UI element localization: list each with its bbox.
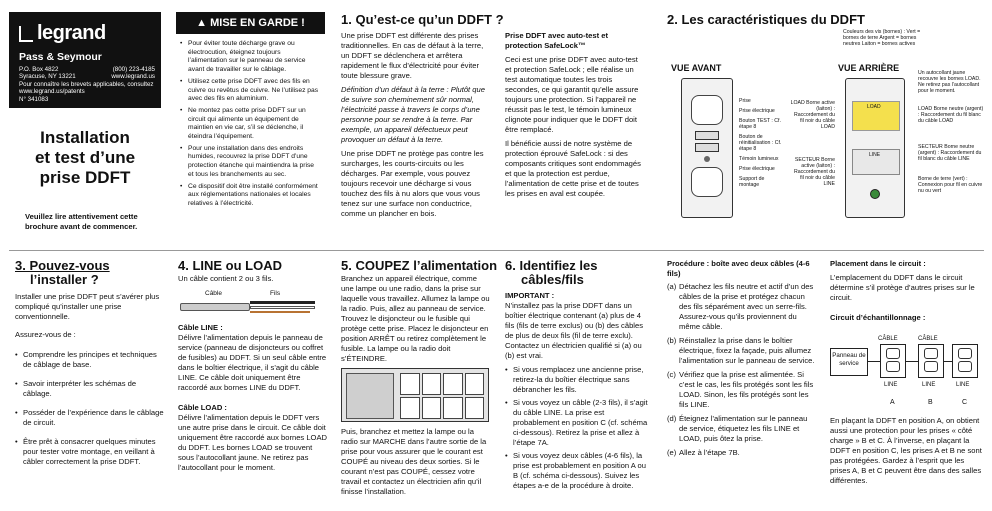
warning-item: • Ce dispositif doit être installé conformément aux réglementations nationales et locales relatives à l’électricité.: [180, 183, 321, 209]
reset-button: [695, 143, 719, 152]
front-label: Support de montage: [739, 176, 765, 188]
list-item: • Posséder de l’expérience dans le câblage de circuit.: [15, 408, 165, 428]
breaker-panel-illustration: [341, 368, 489, 422]
procedure-list: [667, 282, 815, 458]
warning-item: • Utilisez cette prise DDFT avec des fils en cuivre ou revêtus de cuivre. Ne l’utilisez pas avec des fils en aluminium.: [180, 78, 321, 104]
address-line2: Syracuse, NY 13221: [19, 73, 76, 81]
procedure-step: (a) Détachez les fils neutre et actif d’un des câbles de la prise et protégez chacun des fils séparément avec un serre-fils. Assurez-vous qu’ils proviennent du même câble.: [667, 282, 814, 331]
section4-title: 4. LINE ou LOAD: [178, 258, 282, 273]
wire-black: [250, 301, 315, 304]
section2-title: 2. Les caractéristiques du DDFT: [667, 12, 865, 27]
list-item: • Si vous voyez deux câbles (4-6 fils), la prise est probablement en position A ou B (cf. schéma ci-dessous). Suivez les étapes a-e de la procédure à droite.: [505, 451, 651, 491]
back-label: LOAD Borne neutre (argent) : Raccordement du fil blanc du câble LOAD: [918, 106, 984, 124]
horizontal-divider: [9, 250, 984, 251]
sample-circuit-title: Circuit d’échantillonnage :: [830, 313, 926, 322]
ground-screw: [870, 189, 880, 199]
front-label: Témoin lumineux: [739, 156, 779, 162]
section4-body: [178, 323, 328, 473]
position-c: C: [962, 399, 968, 406]
service-panel: Panneau de service: [830, 348, 868, 376]
address-line4: www.legrand.us/patents: [19, 88, 85, 96]
warning-item: • Pour éviter toute décharge grave ou électrocution, éteignez toujours l’alimentation sur le panneau de service avant de travailler sur le câblage.: [180, 40, 321, 75]
warning-item: • Pour une installation dans des endroits humides, recouvrez la prise DDFT d’une protection étanche qui maintiendra la prise et tous les branchements au sec.: [180, 145, 321, 180]
front-labels: [739, 98, 784, 188]
brand-panel: [9, 12, 161, 108]
indicator-light: [704, 156, 710, 162]
brand-sub: Pass & Seymour: [19, 51, 102, 63]
position-b: B: [928, 399, 933, 406]
section5-p1: Branchez un appareil électrique, comme une lampe ou une radio, dans la prise sur laquelle vous travaillez. Allumez la lampe ou la radio. Puis, allez au panneau de service. Trouvez le disjoncteur ou le fusible qui protège cette prise. Placez le disjoncteur en position ARRÊT ou retirez complètement le fusible. La lampe ou la radio doit s’ÉTEINDRE.: [341, 274, 490, 363]
line-cable-heading: Câble LINE :: [178, 323, 223, 332]
section6-list: [505, 365, 651, 491]
selftest-block: [505, 31, 645, 203]
list-item: • Si vous remplacez une ancienne prise, retirez-la du boîtier électrique sans débrancher les fils.: [505, 365, 651, 395]
wires-label: Fils: [270, 290, 281, 297]
cable-illustration: [180, 300, 320, 314]
section6-p1: N’installez pas la prise DDFT dans un boîtier électrique contenant (a) plus de 4 fils (fils de terre exclus) ou (b) des câbles de plus de deux fils (fil de terre exclu). Contactez un électricien qualifié si (a) ou (b) est vrai.: [505, 301, 644, 360]
section1-title: 1. Qu’est-ce qu’un DDFT ?: [341, 12, 504, 27]
front-label: Prise: [739, 98, 751, 104]
address-web: www.legrand.us: [111, 73, 155, 81]
mid-label-line: SECTEUR Borne active (laiton) : Raccordement du fil noir du câble LINE: [794, 157, 835, 187]
cable-sheath: [180, 303, 250, 311]
sample-circuit-diagram: [830, 328, 985, 413]
placement-p1: L’emplacement du DDFT dans le circuit détermine s’il protège d’autres prises sur le circuit.: [830, 273, 975, 302]
screw-colors-note: Couleurs des vis (bornes) : Vert = bornes de terre Argent = bornes neutres Laiton = bornes actives: [843, 29, 921, 47]
outlet-a: [880, 344, 906, 378]
front-label: Prise électrique: [739, 166, 775, 172]
outlet-c: [952, 344, 978, 378]
warning-item: • Ne montez pas cette prise DDFT sur un circuit qui alimente un équipement de maintien en vie car, s’il se déclenche, il éteindra l’équipement.: [180, 107, 321, 142]
outlet-bottom: [691, 167, 723, 197]
outlet-b: [918, 344, 944, 378]
test-button: [695, 131, 719, 140]
selftest-p1: Ceci est une prise DDFT avec auto-test et protection SafeLock ; elle réalise un test automatique toutes les trois secondes, ce qui garantit qu’elle assure toujours une protection. Si l’appareil ne réussit pas le test, le témoin lumineux clignote pour indiquer que le DDFT doit être remplacé.: [505, 55, 639, 134]
back-label: SECTEUR Borne neutre (argent) : Raccordement du fil blanc du câble LINE: [918, 144, 982, 162]
gfci-back-view: [845, 78, 905, 218]
list-item: • Être prêt à consacrer quelques minutes pour tester votre montage, en veillant à câbler correctement la prise DDFT.: [15, 437, 165, 467]
line-label-c: LINE: [956, 382, 970, 388]
important-label: IMPORTANT :: [505, 291, 555, 300]
warning-header: [176, 12, 325, 34]
warning-list: [176, 40, 325, 209]
procedure-step: (d) Éteignez l’alimentation sur le panneau de service, étiquetez les fils LINE et LOAD, puis ôtez la prise.: [667, 414, 808, 443]
placement-p2: En plaçant la DDFT en position A, on obtient aussi une protection pour les prises « côté charge » B et C. À l’inverse, en plaçant la DDFT en position C, les prises A et B ne sont pas protégées. Gardez à l’esprit que les prises A, B et C peuvent être dans des salles différentes.: [830, 416, 982, 485]
mid-label-load: LOAD Borne active (laiton) : Raccordement du fil noir du câble LOAD: [790, 100, 835, 130]
list-item: • Comprendre les principes et techniques de câblage de base.: [15, 350, 165, 370]
load-cable-heading: Câble LOAD :: [178, 403, 227, 412]
address-phone: (800) 223-4185: [112, 66, 155, 73]
breaker-grid: [400, 373, 484, 419]
read-note: Veuillez lire attentivement cette brochure avant de commencer.: [25, 212, 138, 231]
section6-title: 6. Identifiez les câbles/fils: [505, 258, 598, 287]
section1-p2: Définition d’un défaut à la terre : Plutôt que de suivre son cheminement sûr normal, l’électricité passe à travers le corps d’une personne pour se rendre à la terre. Par exemple, un appareil défectueux peut provoquer un défaut à la terre.: [341, 85, 485, 144]
back-labels: [918, 70, 984, 194]
section3-p2: Assurez-vous de :: [15, 330, 76, 339]
back-label: Un autocollant jaune recouvre les bornes LOAD. Ne retirez pas l’autocollant pour le moment.: [918, 70, 981, 94]
section4-p1: Un câble contient 2 ou 3 fils.: [178, 274, 274, 283]
plate-line-label: LINE: [869, 152, 881, 158]
brand-name: legrand: [37, 22, 106, 44]
page-title: Installation et test d’une prise DDFT: [34, 128, 136, 187]
warning-title: MISE EN GARDE !: [210, 17, 305, 29]
list-item: • Si vous voyez un câble (2-3 fils), il s’agit du câble LINE. La prise est probablement en position C (cf. schéma ci-dessous). Retirez la prise et allez à l’étape 7A.: [505, 398, 651, 448]
legrand-logo: [19, 22, 106, 45]
back-label: Borne de terre (vert) : Connexion pour fil en cuivre nu ou vert: [918, 176, 983, 194]
selftest-title: Prise DDFT avec auto-test et protection SafeLock™: [505, 31, 608, 50]
procedure-step: (c) Vérifiez que la prise est alimentée. Si c’est le cas, les fils protégés sont les fils LOAD. Sinon, les fils protégés sont les fils LINE.: [667, 370, 814, 409]
line-cable-text: Délivre l’alimentation depuis le panneau de service (panneau de disjoncteurs ou coffret de fusibles) au DDFT. Si un seul câble entre dans le boîtier électrique, il s’agit du câble LINE. Ce câble doit uniquement être raccordé aux bornes LINE du DDFT.: [178, 333, 327, 392]
section3-body: [15, 292, 165, 470]
load-cable-text: Délivre l’alimentation depuis le DDFT vers une autre prise dans le circuit. Ce câble doit uniquement être raccordé aux bornes LOAD du DDFT. Les bornes LOAD se trouvent sous l’autocollant jaune. Ne retirez pas l’autocollant pour le moment.: [178, 413, 328, 472]
warning-box: [176, 12, 325, 244]
wire-ground: [250, 311, 310, 313]
line-label-b: LINE: [922, 382, 936, 388]
outlet-top: [691, 95, 723, 125]
cable-label-1: CÂBLE: [878, 336, 898, 342]
plate-load-label: LOAD: [867, 104, 881, 110]
position-a: A: [890, 399, 895, 406]
list-item: • Savoir interpréter les schémas de câblage.: [15, 379, 165, 399]
yellow-sticker: [852, 101, 900, 131]
cable-label: Câble: [205, 290, 222, 297]
cable-label-2: CÂBLE: [918, 336, 938, 342]
address-line1: P.O. Box 4822: [19, 66, 59, 73]
address-line3: Pour connaître les brevets applicables, consultez: [19, 80, 154, 88]
line-label-a: LINE: [884, 382, 898, 388]
section3-list: [15, 350, 165, 467]
front-label: Prise électrique: [739, 108, 775, 114]
legrand-logo-icon: [19, 26, 33, 42]
breaker-panel-door: [346, 373, 394, 419]
section1-p1: Une prise DDFT est différente des prises traditionnelles. En cas de défaut à la terre, un DDFT se déclenchera et arrêtera rapidement le flux d’électricité pour éviter toute blessure grave.: [341, 31, 484, 80]
procedure-step: (b) Réinstallez la prise dans le boîtier électrique, fixez la façade, puis allumez l’alimentation sur le panneau de service.: [667, 336, 815, 365]
section5-p2: Puis, branchez et mettez la lampe ou la radio sur MARCHE dans l’autre sortie de la prise pour vous assurer que le courant est COUPÉ au niveau des deux sorties. Si le courant n’est pas COUPÉ, cessez votre travail et contactez un électricien afin qu’il finisse l’installation.: [341, 427, 487, 496]
section5-title: 5. COUPEZ l’alimentation: [341, 258, 498, 273]
address-line5: N° 341083: [19, 95, 49, 103]
front-view-label: VUE AVANT: [671, 63, 722, 73]
warning-icon: ▲: [196, 17, 208, 29]
procedure-step: (e) Allez à l’étape 7B.: [667, 448, 740, 457]
line-terminals: [852, 149, 900, 175]
section3-p1: Installer une prise DDFT peut s’avérer plus compliqué qu’installer une prise conventionnelle.: [15, 292, 160, 321]
wire-white: [250, 306, 315, 309]
back-view-label: VUE ARRIÈRE: [838, 63, 900, 73]
section1-p3: Une prise DDFT ne protège pas contre les surcharges, les courts-circuits ou les décharges. Par exemple, vous pouvez toujours recevoir une décharge si vous touchez des fils à nu alors que vous vous tenez sur une surface non conductrice, comme un plancher en bois.: [341, 149, 484, 218]
placement-title: Placement dans le circuit :: [830, 259, 926, 268]
front-label: Bouton TEST : Cf. étape 8: [739, 118, 781, 130]
selftest-p2: Il bénéficie aussi de notre système de protection éprouvé SafeLock : si des composants critiques sont endommagés et que la protection est perdue, l’alimentation de cette prise et de toutes les prises en aval est coupée.: [505, 139, 641, 198]
section6-body: [505, 291, 651, 494]
gfci-front-view: [681, 78, 733, 218]
section3-title: 3. Pouvez-vous l’installer ?: [15, 258, 110, 287]
section1-body: [341, 31, 493, 223]
procedure-title: Procédure : boîte avec deux câbles (4-6 fils): [667, 259, 810, 278]
front-label: Bouton de réinitialisation : Cf. étape 8: [739, 134, 782, 152]
